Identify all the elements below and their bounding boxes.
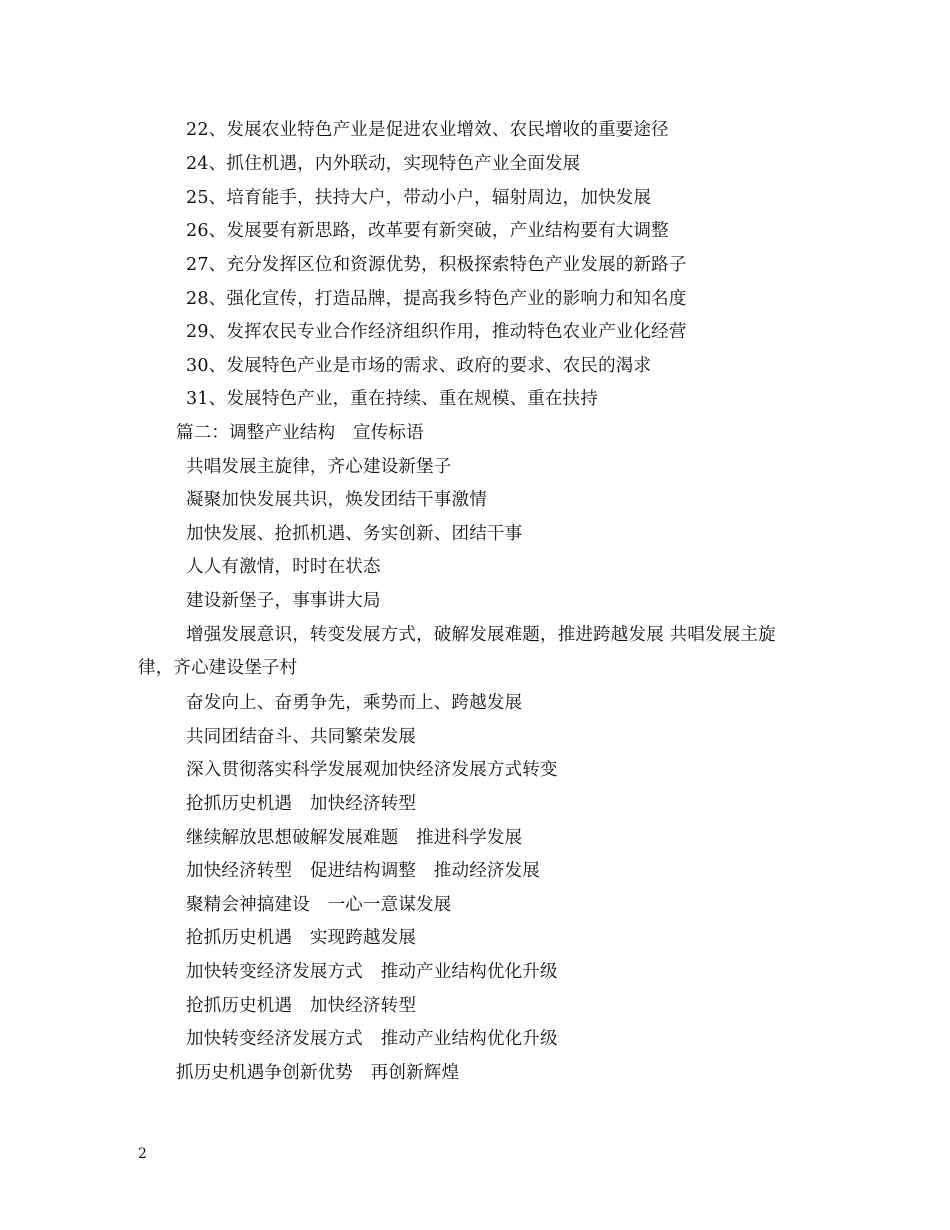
text-line: 建设新堡子，事事讲大局	[186, 591, 381, 611]
text-line: 抢抓历史机遇 加快经济转型	[186, 996, 417, 1016]
text-line: 抓历史机遇争创新优势 再创新辉煌	[176, 1063, 460, 1083]
text-line: 28、强化宣传，打造品牌，提高我乡特色产业的影响力和知名度	[186, 289, 687, 309]
text-line: 加快发展、抢抓机遇、务实创新、团结干事	[186, 524, 523, 544]
section-heading: 篇二：调整产业结构 宣传标语	[176, 423, 424, 443]
text-line: 凝聚加快发展共识，焕发团结干事激情	[186, 490, 487, 510]
text-line: 30、发展特色产业是市场的需求、政府的要求、农民的渴求	[186, 356, 652, 376]
text-line: 22、发展农业特色产业是促进农业增效、农民增收的重要途径	[186, 120, 669, 140]
text-line: 增强发展意识，转变发展方式，破解发展难题，推进跨越发展 共唱发展主旋	[186, 625, 776, 645]
text-line: 抢抓历史机遇 实现跨越发展	[186, 928, 417, 948]
text-line: 24、抓住机遇，内外联动，实现特色产业全面发展	[186, 154, 581, 174]
text-line: 31、发展特色产业，重在持续、重在规模、重在扶持	[186, 389, 599, 409]
text-line: 抢抓历史机遇 加快经济转型	[186, 794, 417, 814]
text-line: 共同团结奋斗、共同繁荣发展	[186, 727, 417, 747]
text-line: 加快经济转型 促进结构调整 推动经济发展	[186, 861, 540, 881]
text-line: 继续解放思想破解发展难题 推进科学发展	[186, 828, 523, 848]
text-line: 26、发展要有新思路，改革要有新突破，产业结构要有大调整	[186, 221, 669, 241]
text-line: 29、发挥农民专业合作经济组织作用，推动特色农业产业化经营	[186, 322, 687, 342]
text-line: 共唱发展主旋律，齐心建设新堡子	[186, 457, 452, 477]
text-line: 奋发向上、奋勇争先，乘势而上、跨越发展	[186, 693, 523, 713]
text-line: 加快转变经济发展方式 推动产业结构优化升级	[186, 1029, 558, 1049]
text-line-continuation: 律，齐心建设堡子村	[138, 658, 298, 678]
page-number: 2	[138, 1146, 147, 1162]
text-line: 深入贯彻落实科学发展观加快经济发展方式转变	[186, 760, 558, 780]
text-line: 人人有激情，时时在状态	[186, 557, 381, 577]
text-line: 25、培育能手，扶持大户，带动小户，辐射周边，加快发展	[186, 188, 652, 208]
text-line: 27、充分发挥区位和资源优势，积极探索特色产业发展的新路子	[186, 255, 687, 275]
text-line: 聚精会神搞建设 一心一意谋发展	[186, 895, 452, 915]
text-line: 加快转变经济发展方式 推动产业结构优化升级	[186, 962, 558, 982]
